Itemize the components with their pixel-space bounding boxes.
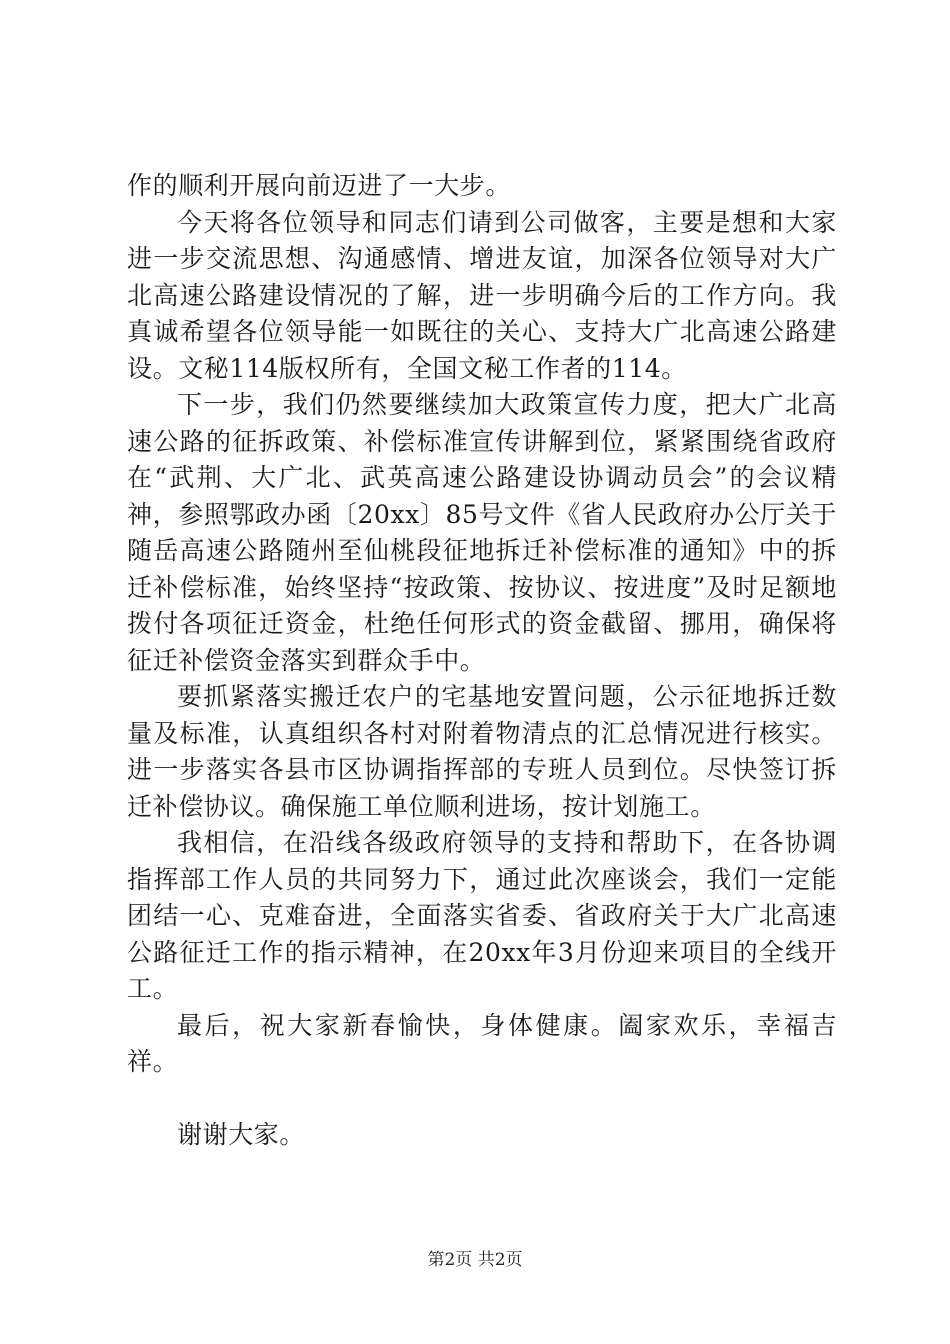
paragraph-next-steps: 下一步，我们仍然要继续加大政策宣传力度，把大广北高速公路的征拆政策、补偿标准宣传讲解到位，紧紧围绕省政府在“武荆、大广北、武英高速公路建设协调动员会”的会议精神，参照鄂政办函〔20xx〕85号文件《省人民政府办公厅关于随岳高速公路随州至仙桃段征地拆迁补偿标准的通知》中的拆迁补偿标准，始终坚持“按政策、按协议、按进度”及时足额地拨付各项征迁资金，杜绝任何形式的资金截留、挪用，确保将征迁补偿资金落实到群众手中。 xyxy=(127,390,837,675)
closing-thanks: 谢谢大家。 xyxy=(177,1119,306,1149)
paragraph-invitation: 今天将各位领导和同志们请到公司做客，主要是想和大家进一步交流思想、沟通感情、增进友谊，加深各位领导对大广北高速公路建设情况的了解，进一步明确今后的工作方向。我真诚希望各位领导能一如既往的关心、支持大广北高速公路建设。文秘114版权所有，全国文秘工作者的114。 xyxy=(127,207,837,383)
paragraph-relocation: 要抓紧落实搬迁农户的宅基地安置问题，公示征地拆迁数量及标准，认真组织各村对附着物清点的汇总情况进行核实。进一步落实各县市区协调指挥部的专班人员到位。尽快签订拆迁补偿协议。确保施工单位顺利进场，按计划施工。 xyxy=(127,682,837,821)
paragraph-confidence: 我相信，在沿线各级政府领导的支持和帮助下，在各协调指挥部工作人员的共同努力下，通过此次座谈会，我们一定能团结一心、克难奋进，全面落实省委、省政府关于大广北高速公路征迁工作的指示精神，在20xx年3月份迎来项目的全线开工。 xyxy=(127,828,837,1003)
paragraph-wishes: 最后，祝大家新春愉快，身体健康。阖家欢乐，幸福吉祥。 xyxy=(127,1010,837,1076)
document-body xyxy=(127,168,837,1153)
page-number-footer: 第2页 共2页 xyxy=(427,1250,523,1270)
paragraph-continuation: 作的顺利开展向前迈进了一大步。 xyxy=(127,171,512,200)
